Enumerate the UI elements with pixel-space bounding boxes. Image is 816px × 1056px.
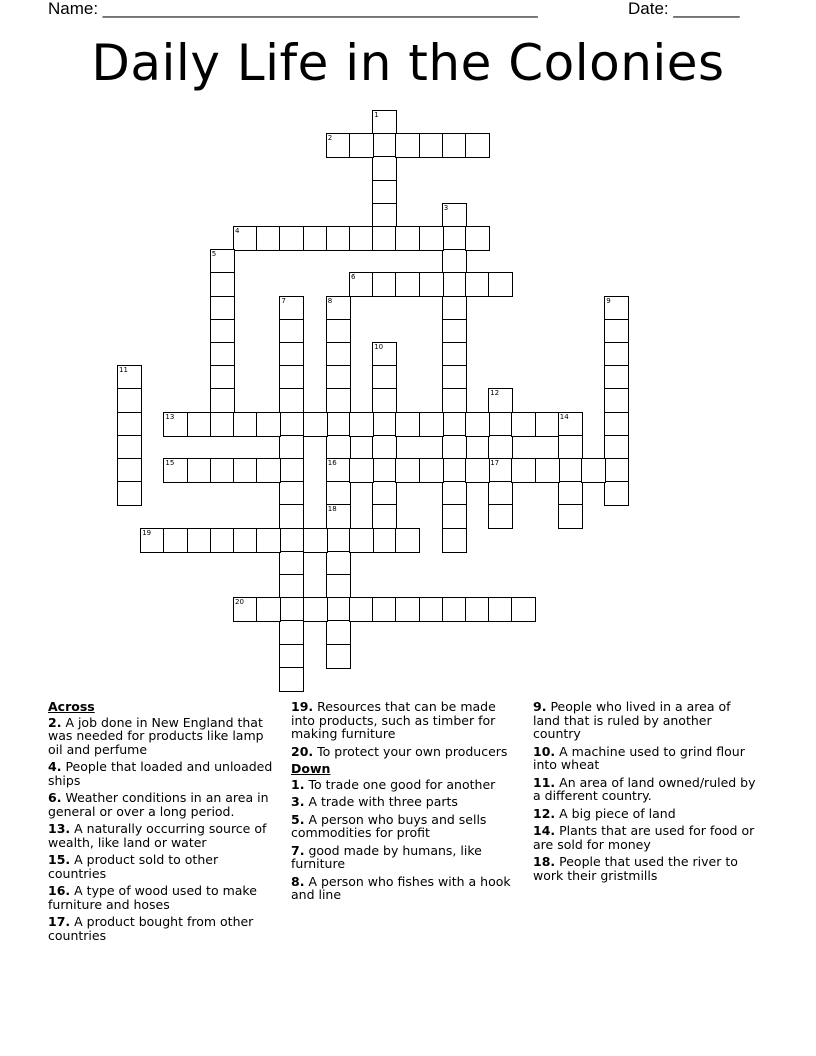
- crossword-cell[interactable]: [326, 620, 351, 645]
- crossword-cell[interactable]: [349, 272, 374, 297]
- clue-column-2: [291, 700, 516, 906]
- crossword-cell[interactable]: [442, 528, 467, 553]
- crossword-cell[interactable]: [256, 597, 281, 622]
- crossword-cell[interactable]: [488, 597, 513, 622]
- clue-down-8: 8. A person who fishes with a hook and line: [291, 873, 511, 902]
- cell-number: 16: [327, 459, 337, 467]
- crossword-cell[interactable]: [442, 296, 467, 321]
- crossword-cell[interactable]: [326, 574, 351, 599]
- crossword-cell[interactable]: [256, 412, 281, 437]
- crossword-cell[interactable]: [279, 528, 304, 553]
- crossword-cell[interactable]: [372, 528, 397, 553]
- crossword-cell[interactable]: [442, 412, 467, 437]
- crossword-cell[interactable]: [279, 226, 304, 251]
- crossword-cell[interactable]: [465, 597, 490, 622]
- crossword-cell[interactable]: [442, 435, 467, 460]
- clue-down-18: 18. People that used the river to work their gristmills: [533, 854, 738, 883]
- crossword-cell[interactable]: [326, 365, 351, 390]
- crossword-cell[interactable]: [117, 435, 142, 460]
- crossword-cell[interactable]: [326, 435, 351, 460]
- crossword-cell[interactable]: [326, 319, 351, 344]
- crossword-cell[interactable]: [395, 458, 420, 483]
- crossword-cell[interactable]: [326, 597, 351, 622]
- crossword-cell[interactable]: [326, 504, 351, 529]
- crossword-cell[interactable]: [210, 296, 235, 321]
- clue-down-7: 7. good made by humans, like furniture: [291, 842, 482, 871]
- clue-down-5: 5. A person who buys and sells commodities for profit: [291, 811, 487, 840]
- clue-column-1: [48, 700, 273, 946]
- crossword-cell[interactable]: [442, 365, 467, 390]
- crossword-cell[interactable]: [233, 226, 258, 251]
- crossword-cell[interactable]: [465, 272, 490, 297]
- cell-number: 2: [327, 134, 333, 143]
- crossword-cell[interactable]: [326, 528, 351, 553]
- clue-across-6: 6. Weather conditions in an area in general or over a long period.: [48, 790, 269, 819]
- cell-number: 10: [374, 343, 384, 351]
- crossword-cell[interactable]: [419, 597, 444, 622]
- crossword-cell[interactable]: [117, 365, 142, 390]
- clue-across-13: 13. A naturally occurring source of wealth, like land or water: [48, 821, 267, 850]
- across-header: Across: [48, 699, 95, 714]
- crossword-cell[interactable]: [419, 412, 444, 437]
- crossword-cell[interactable]: [187, 528, 212, 553]
- crossword-cell[interactable]: [372, 133, 397, 158]
- crossword-cell[interactable]: [511, 597, 536, 622]
- crossword-cell[interactable]: [163, 528, 188, 553]
- crossword-cell[interactable]: [465, 458, 490, 483]
- crossword-cell[interactable]: [372, 180, 397, 205]
- cell-number: 14: [559, 412, 569, 421]
- crossword-cell[interactable]: [604, 412, 629, 437]
- crossword-cell[interactable]: [210, 458, 235, 483]
- crossword-cell[interactable]: [535, 458, 560, 483]
- clue-down-1: 1. To trade one good for another: [291, 776, 496, 792]
- crossword-cell[interactable]: [442, 504, 467, 529]
- crossword-cell[interactable]: [395, 597, 420, 622]
- cell-number: 4: [235, 227, 240, 235]
- cell-number: 12: [490, 389, 500, 398]
- crossword-cell[interactable]: [442, 388, 467, 413]
- crossword-cell[interactable]: [279, 597, 304, 622]
- crossword-cell[interactable]: [604, 388, 629, 413]
- crossword-cell[interactable]: [395, 272, 420, 297]
- crossword-cell[interactable]: [117, 481, 142, 506]
- crossword-cell[interactable]: [279, 667, 304, 692]
- crossword-cell[interactable]: [279, 365, 304, 390]
- crossword-cell[interactable]: [117, 388, 142, 413]
- crossword-cell[interactable]: [349, 458, 374, 483]
- cell-number: 11: [119, 366, 128, 375]
- crossword-cell[interactable]: [326, 133, 351, 158]
- cell-number: 20: [235, 598, 244, 607]
- cell-number: 15: [165, 459, 175, 467]
- cell-number: 18: [327, 505, 337, 514]
- crossword-cell[interactable]: [442, 342, 467, 367]
- crossword-cell[interactable]: [279, 319, 304, 344]
- crossword-cell[interactable]: [349, 226, 374, 251]
- crossword-cell[interactable]: [279, 620, 304, 645]
- crossword-cell[interactable]: [326, 644, 351, 669]
- crossword-cell[interactable]: [256, 458, 281, 483]
- crossword-cell[interactable]: [465, 133, 490, 158]
- crossword-cell[interactable]: [210, 249, 235, 274]
- crossword-cell[interactable]: [256, 528, 281, 553]
- crossword-cell[interactable]: [187, 458, 212, 483]
- crossword-cell[interactable]: [372, 342, 397, 367]
- crossword-cell[interactable]: [349, 133, 374, 158]
- crossword-cell[interactable]: [372, 156, 397, 181]
- crossword-cell[interactable]: [604, 365, 629, 390]
- clue-across-2: 2. A job done in New England that was needed for products like lamp oil and perfume: [48, 714, 264, 757]
- crossword-cell[interactable]: [604, 342, 629, 367]
- crossword-cell[interactable]: [326, 551, 351, 576]
- crossword-cell[interactable]: [442, 249, 467, 274]
- clue-down-9: 9. People who lived in a area of land that is ruled by another country: [533, 699, 731, 741]
- crossword-cell[interactable]: [465, 412, 490, 437]
- crossword-cell[interactable]: [581, 458, 606, 483]
- crossword-cell[interactable]: [256, 226, 281, 251]
- crossword-cell[interactable]: [395, 412, 420, 437]
- clue-down-10: 10. A machine used to grind flour into wheat: [533, 743, 745, 772]
- crossword-cell[interactable]: [372, 597, 397, 622]
- crossword-cell[interactable]: [303, 226, 328, 251]
- crossword-cell[interactable]: [372, 458, 397, 483]
- crossword-cell[interactable]: [442, 133, 467, 158]
- crossword-cell[interactable]: [233, 597, 258, 622]
- crossword-cell[interactable]: [210, 272, 235, 297]
- crossword-cell[interactable]: [210, 528, 235, 553]
- crossword-cell[interactable]: [349, 597, 374, 622]
- crossword-cell[interactable]: [604, 458, 629, 483]
- crossword-cell[interactable]: [279, 435, 304, 460]
- crossword-cell[interactable]: [442, 597, 467, 622]
- crossword-cell[interactable]: [349, 528, 374, 553]
- crossword-cell[interactable]: [210, 412, 235, 437]
- crossword-cell[interactable]: [558, 481, 583, 506]
- crossword-cell[interactable]: [233, 412, 258, 437]
- down-header: Down: [291, 761, 331, 776]
- clue-across-15: 15. A product sold to other countries: [48, 852, 219, 881]
- crossword-cell[interactable]: [279, 342, 304, 367]
- crossword-cell[interactable]: [535, 412, 560, 437]
- crossword-cell[interactable]: [210, 342, 235, 367]
- crossword-cell[interactable]: [372, 203, 397, 228]
- crossword-cell[interactable]: [604, 435, 629, 460]
- crossword-cell[interactable]: [419, 226, 444, 251]
- crossword-cell[interactable]: [140, 528, 165, 553]
- crossword-cell[interactable]: [372, 412, 397, 437]
- crossword-cell[interactable]: [488, 388, 513, 413]
- clue-down-14: 14. Plants that are used for food or are sold for money: [533, 823, 755, 852]
- crossword-cell[interactable]: [372, 272, 397, 297]
- crossword-cell[interactable]: [488, 458, 513, 483]
- cell-number: 6: [351, 273, 356, 282]
- crossword-cell[interactable]: [604, 296, 629, 321]
- crossword-cell[interactable]: [279, 412, 304, 437]
- crossword-cell[interactable]: [419, 272, 444, 297]
- cell-number: 19: [142, 528, 152, 537]
- crossword-cell[interactable]: [558, 412, 583, 437]
- cell-number: 17: [490, 459, 500, 467]
- clue-down-11: 11. An area of land owned/ruled by a different country.: [533, 774, 756, 803]
- crossword-cell[interactable]: [488, 272, 513, 297]
- crossword-cell[interactable]: [187, 412, 212, 437]
- crossword-cell[interactable]: [488, 481, 513, 506]
- crossword-cell[interactable]: [210, 365, 235, 390]
- clue-across-17: 17. A product bought from other countries: [48, 914, 254, 943]
- cell-number: 7: [281, 296, 286, 305]
- crossword-cell[interactable]: [117, 412, 142, 437]
- cell-number: 1: [374, 111, 379, 119]
- crossword-cell[interactable]: [233, 458, 258, 483]
- crossword-cell[interactable]: [419, 133, 444, 158]
- cell-number: 8: [327, 296, 333, 305]
- crossword-cell[interactable]: [372, 110, 397, 135]
- crossword-cell[interactable]: [326, 481, 351, 506]
- crossword-cell[interactable]: [465, 226, 490, 251]
- clue-down-3: 3. A trade with three parts: [291, 794, 458, 809]
- crossword-cell[interactable]: [163, 412, 188, 437]
- page-title: Daily Life in the Colonies: [91, 34, 725, 92]
- crossword-cell[interactable]: [163, 458, 188, 483]
- crossword-cell[interactable]: [395, 133, 420, 158]
- date-field[interactable]: Date: _______: [628, 0, 740, 18]
- crossword-cell[interactable]: [372, 504, 397, 529]
- crossword-cell[interactable]: [511, 458, 536, 483]
- crossword-cell[interactable]: [442, 226, 467, 251]
- crossword-cell[interactable]: [279, 458, 304, 483]
- crossword-cell[interactable]: [372, 481, 397, 506]
- clue-across-19: 19. Resources that can be made into products, such as timber for making furniture: [291, 699, 496, 741]
- crossword-cell[interactable]: [442, 458, 467, 483]
- crossword-cell[interactable]: [326, 342, 351, 367]
- crossword-cell[interactable]: [488, 412, 513, 437]
- crossword-cell[interactable]: [558, 504, 583, 529]
- crossword-cell[interactable]: [558, 458, 583, 483]
- clue-column-3: [533, 700, 758, 886]
- crossword-cell[interactable]: [326, 458, 351, 483]
- crossword-cell[interactable]: [326, 388, 351, 413]
- crossword-cell[interactable]: [349, 412, 374, 437]
- crossword-cell[interactable]: [442, 319, 467, 344]
- crossword-cell[interactable]: [326, 296, 351, 321]
- crossword-cell[interactable]: [303, 412, 328, 437]
- clue-across-16: 16. A type of wood used to make furniture and hoses: [48, 883, 257, 912]
- crossword-cell[interactable]: [303, 528, 328, 553]
- crossword-cell[interactable]: [419, 458, 444, 483]
- cell-number: 3: [443, 203, 449, 212]
- clue-down-12: 12. A big piece of land: [533, 805, 676, 821]
- crossword-cell[interactable]: [558, 435, 583, 460]
- crossword-cell[interactable]: [395, 528, 420, 553]
- crossword-cell[interactable]: [279, 574, 304, 599]
- clue-across-20: 20. To protect your own producers: [291, 743, 508, 759]
- name-field[interactable]: Name: ______________________________________________: [48, 0, 538, 18]
- crossword-cell[interactable]: [488, 435, 513, 460]
- crossword-cell[interactable]: [442, 203, 467, 228]
- clue-across-4: 4. People that loaded and unloaded ships: [48, 759, 273, 788]
- crossword-cell[interactable]: [279, 551, 304, 576]
- crossword-cell[interactable]: [279, 504, 304, 529]
- crossword-cell[interactable]: [511, 412, 536, 437]
- crossword-cell[interactable]: [372, 226, 397, 251]
- crossword-cell[interactable]: [604, 319, 629, 344]
- crossword-cell[interactable]: [488, 504, 513, 529]
- crossword-cell[interactable]: [372, 435, 397, 460]
- crossword-cell[interactable]: [604, 481, 629, 506]
- crossword-cell[interactable]: [303, 597, 328, 622]
- crossword-cell[interactable]: [117, 458, 142, 483]
- crossword-cell[interactable]: [442, 481, 467, 506]
- crossword-cell[interactable]: [279, 644, 304, 669]
- crossword-cell[interactable]: [279, 388, 304, 413]
- crossword-cell[interactable]: [372, 388, 397, 413]
- crossword-cell[interactable]: [210, 388, 235, 413]
- crossword-cell[interactable]: [326, 412, 351, 437]
- crossword-cell[interactable]: [442, 272, 467, 297]
- crossword-cell[interactable]: [372, 365, 397, 390]
- crossword-cell[interactable]: [279, 481, 304, 506]
- cell-number: 9: [606, 296, 611, 305]
- crossword-cell[interactable]: [233, 528, 258, 553]
- crossword-cell[interactable]: [279, 296, 304, 321]
- cell-number: 5: [211, 250, 217, 259]
- cell-number: 13: [165, 412, 175, 421]
- crossword-cell[interactable]: [395, 226, 420, 251]
- crossword-cell[interactable]: [210, 319, 235, 344]
- crossword-cell[interactable]: [326, 226, 351, 251]
